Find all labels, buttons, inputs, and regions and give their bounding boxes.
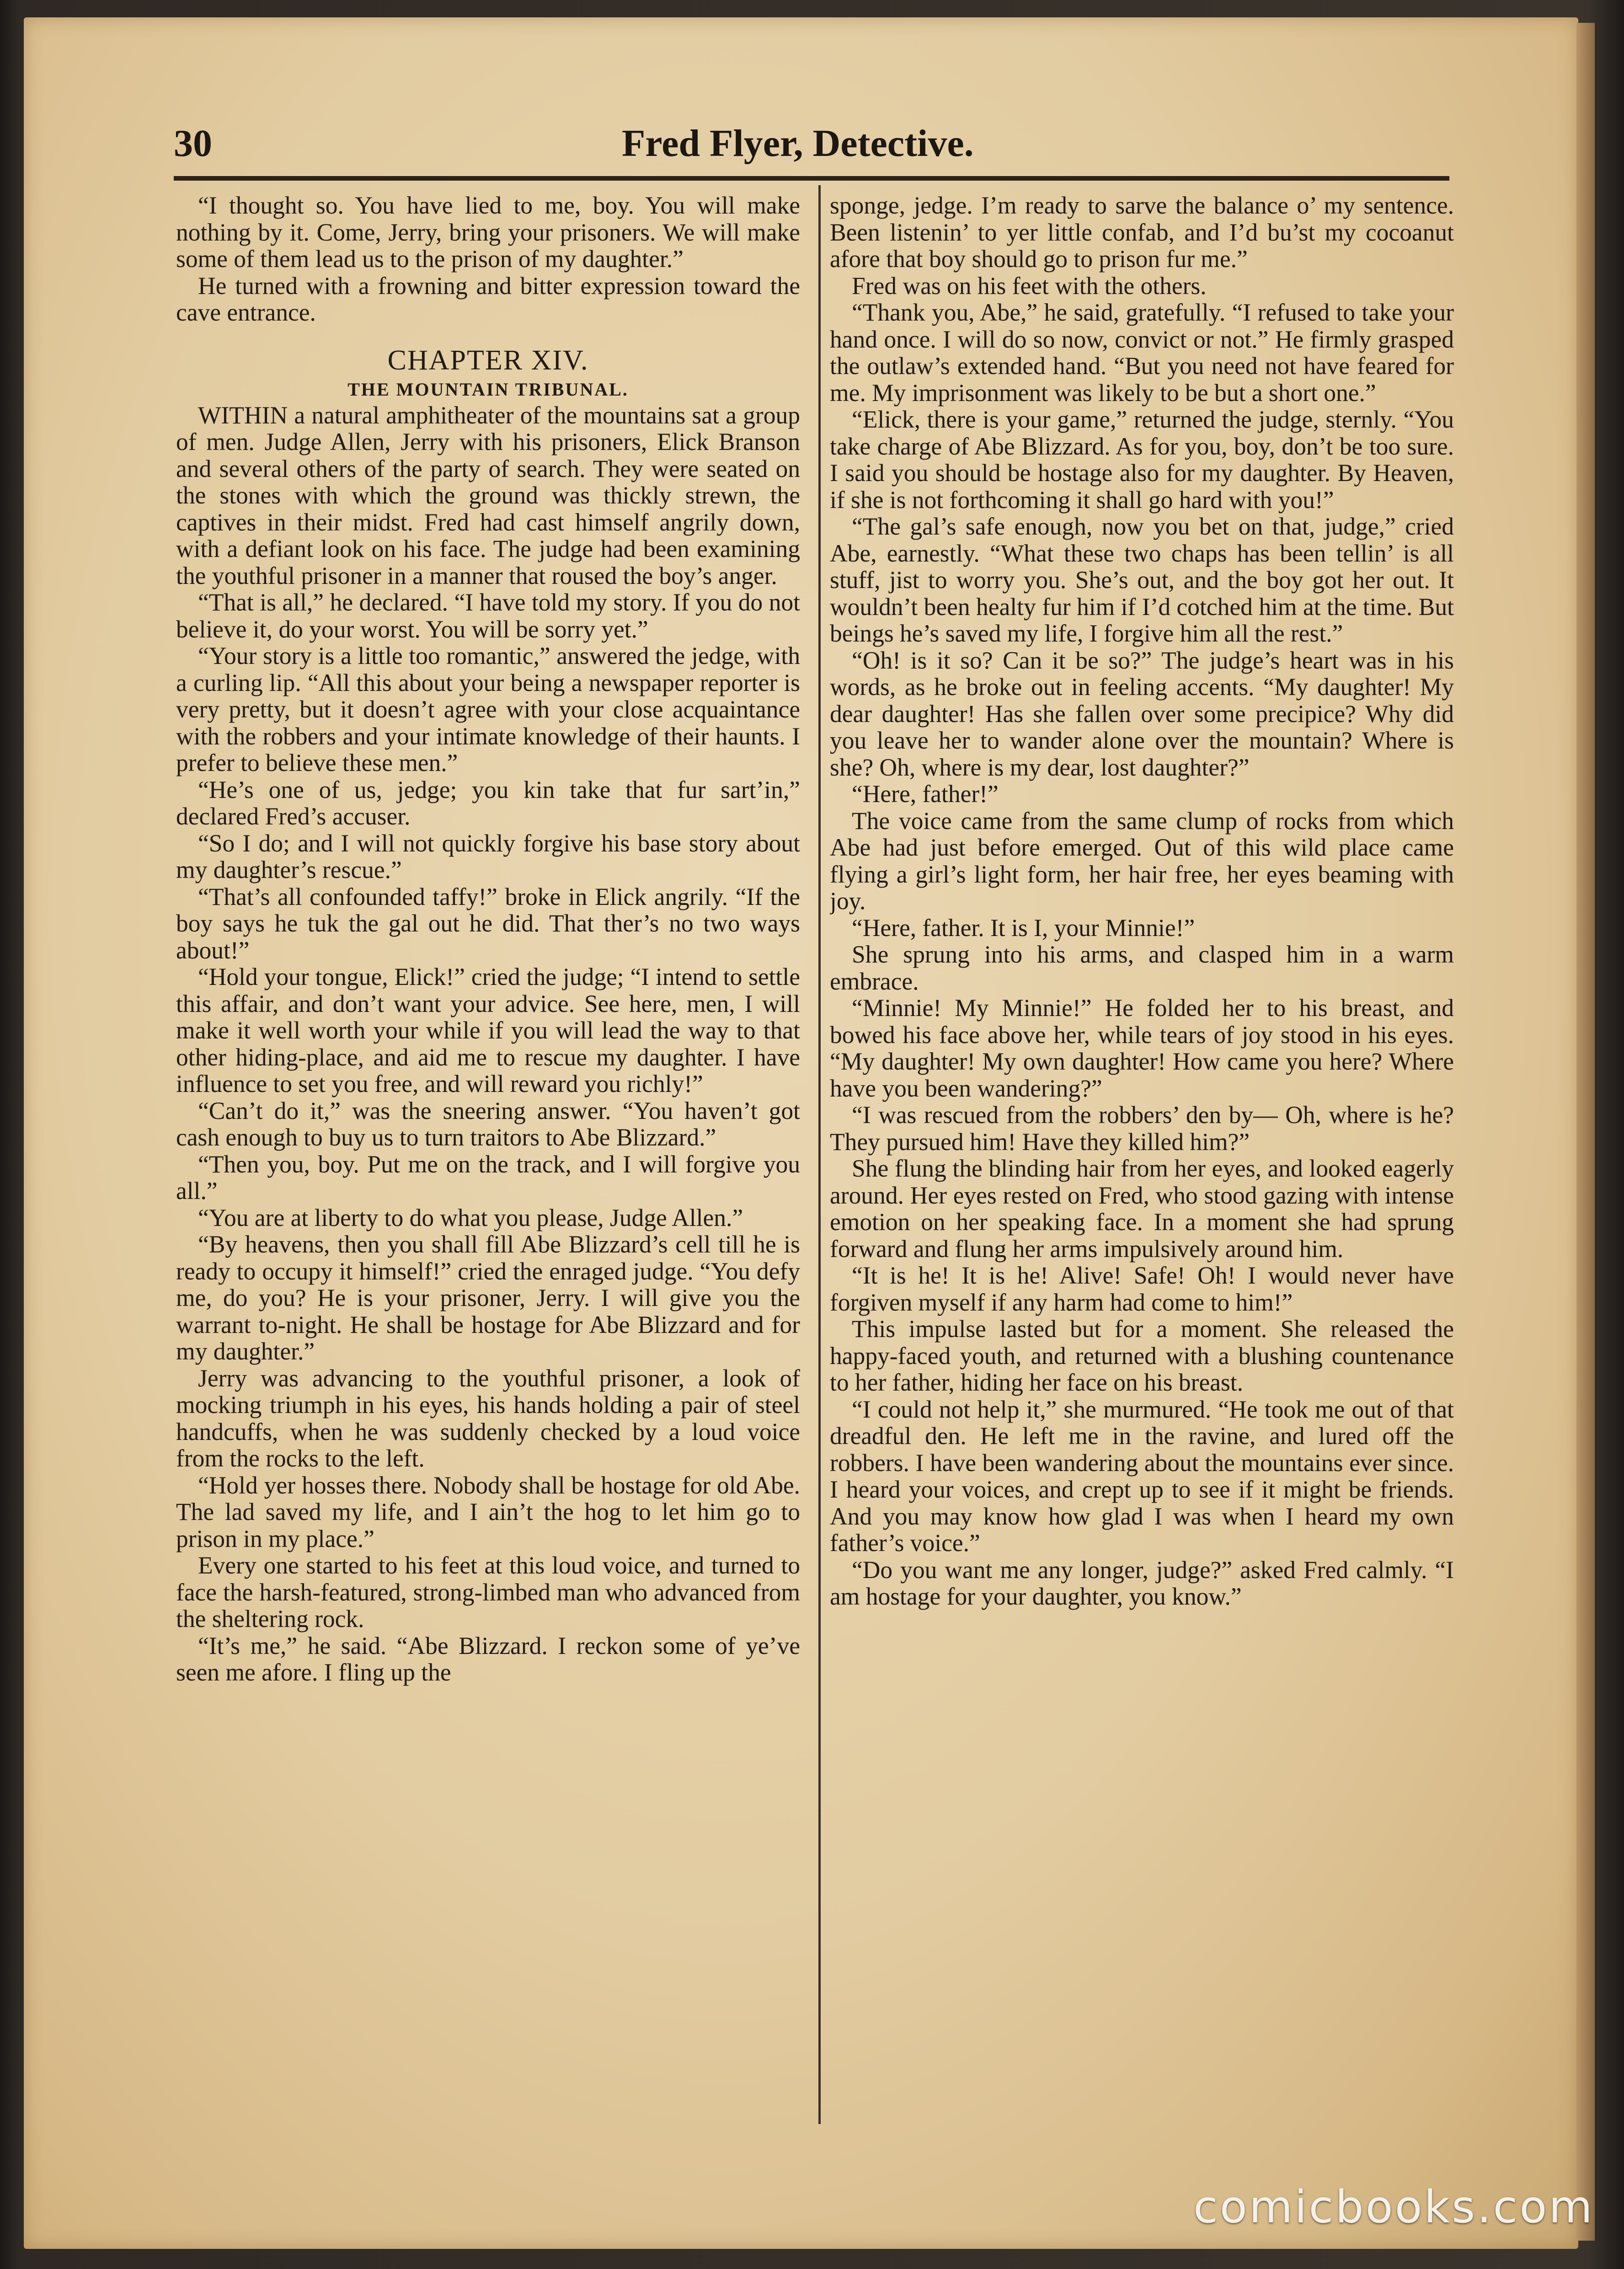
paragraph: “Your story is a little too romantic,” answered the jedge, with a curling lip. “All this about your being a newspaper reporter is very pretty, but it doesn’t agree with your close acquaintance with the robbers and your intimate knowledge of their haunts. I prefer to believe these men.” [176,642,800,776]
paragraph: “By heavens, then you shall fill Abe Blizzard’s cell till he is ready to occupy it himself!” cried the enraged judge. “You defy me, do you? He is your prisoner, Jerry. I will give you the warrant to-night. He shall be hostage for Abe Blizzard and for my daughter.” [176,1231,800,1365]
paragraph: “I could not help it,” she murmured. “He took me out of that dreadful den. He left me in the ravine, and lured off the robbers. I have been wandering about the mountains ever since. I heard your voices, and crept up to see if it might be friends. And you may know how glad I was when I heard my own father’s voice.” [830,1395,1454,1557]
page-number: 30 [174,122,212,165]
paragraph: “Hold yer hosses there. Nobody shall be hostage for old Abe. The lad saved my life, and I ain’t the hog to let him go to prison in my place.” [176,1471,800,1552]
chapter-subtitle: THE MOUNTAIN TRIBUNAL. [347,379,629,400]
right-column [830,192,1454,2126]
header-rule [174,176,1449,181]
paragraph: “I thought so. You have lied to me, boy. You will make nothing by it. Come, Jerry, bring your prisoners. We will make some of them lead us to the prison of my daughter.” [176,192,800,273]
paragraph: “That is all,” he declared. “I have told my story. If you do not believe it, do your worst. You will be sorry yet.” [176,589,800,643]
paragraph: “Oh! is it so? Can it be so?” The judge’s heart was in his words, as he broke out in feeling accents. “My daughter! My dear daughter! Has she fallen over some precipice? Why did you leave her to wander alone over the mountain? Where is she? Oh, where is my dear, lost daughter?” [830,646,1454,781]
paragraph: “Can’t do it,” was the sneering answer. “You haven’t got cash enough to buy us to turn traitors to Abe Blizzard.” [176,1097,800,1151]
paragraph: WITHIN a natural amphitheater of the mountains sat a group of men. Judge Allen, Jerry with his prisoners, Elick Branson and several others of the party of search. They were seated on the stones with which the ground was thickly strewn, the captives in their midst. Fred had cast himself angrily down, with a defiant look on his face. The judge had been examining the youthful prisoner in a manner that roused the boy’s anger. [176,401,800,589]
paragraph: “Thank you, Abe,” he said, gratefully. “I refused to take your hand once. I will do so now, convict or not.” He firmly grasped the outlaw’s extended hand. “But you need not have feared for me. My imprisonment was likely to be but a short one.” [830,299,1454,407]
paragraph: “Elick, there is your game,” returned the judge, sternly. “You take charge of Abe Blizzard. As for you, boy, don’t be too sure. I said you should be hostage also for my daughter. By Heaven, if she is not forthcoming it shall go hard with you!” [830,406,1454,514]
paragraph: “It’s me,” he said. “Abe Blizzard. I reckon some of ye’ve seen me afore. I fling up the [176,1632,800,1686]
page-edge [1576,23,1595,2241]
paragraph: “Do you want me any longer, judge?” asked Fred calmly. “I am hostage for your daughter, you know.” [830,1556,1454,1610]
paragraph: “Then you, boy. Put me on the track, and I will forgive you all.” [176,1150,800,1204]
watermark: comicbooks.com [1193,2181,1594,2233]
paragraph: “You are at liberty to do what you please, Judge Allen.” [198,1204,743,1231]
paragraph: Every one started to his feet at this loud voice, and turned to face the harsh-featured, strong-limbed man who advanced from the sheltering rock. [176,1552,800,1632]
page-header [155,117,1463,167]
paragraph: “The gal’s safe enough, now you bet on that, judge,” cried Abe, earnestly. “What these two chaps has been tellin’ is all stuff, jist to worry you. She’s out, and the boy got her out. It wouldn’t been healty fur him if I’d cotched him at the time. But beings he’s saved my life, I forgive him all the rest.” [830,513,1454,647]
paragraph: He turned with a frowning and bitter expression toward the cave entrance. [176,272,800,326]
paragraph: Fred was on his feet with the others. [852,272,1207,300]
paragraph: “So I do; and I will not quickly forgive his base story about my daughter’s rescue.” [176,829,800,883]
paragraph: “I was rescued from the robbers’ den by— Oh, where is he? They pursued him! Have they killed him?” [830,1101,1454,1156]
running-title: Fred Flyer, Detective. [622,122,974,165]
paragraph: sponge, jedge. I’m ready to sarve the balance o’ my sentence. Been listenin’ to yer little confab, and I’d bu’st my cocoanut afore that boy should go to prison fur me.” [830,192,1454,273]
chapter-heading: CHAPTER XIV. [387,344,589,376]
paragraph: She sprung into his arms, and clasped him in a warm embrace. [830,941,1454,995]
paragraph: “That’s all confounded taffy!” broke in Elick angrily. “If the boy says he tuk the gal out he did. That ther’s no two ways about!” [176,883,800,964]
paragraph: Jerry was advancing to the youthful prisoner, a look of mocking triumph in his eyes, his hands holding a pair of steel handcuffs, when he was suddenly checked by a loud voice from the rocks to the left. [176,1364,800,1472]
column-divider [818,185,821,2124]
paragraph: “It is he! It is he! Alive! Safe! Oh! I would never have forgiven myself if any harm had come to him!” [830,1262,1454,1316]
paragraph: “Minnie! My Minnie!” He folded her to his breast, and bowed his face above her, while tears of joy stood in his eyes. “My daughter! My own daughter! How came you here? Where have you been wandering?” [830,994,1454,1102]
paragraph: This impulse lasted but for a moment. She released the happy-faced youth, and returned with a blushing countenance to her father, hiding her face on his breast. [830,1315,1454,1396]
paragraph: “Hold your tongue, Elick!” cried the judge; “I intend to settle this affair, and don’t want your advice. See here, men, I will make it well worth your while if you will lead the way to that other hiding-place, and aid me to rescue my daughter. I have influence to set you free, and will reward you richly!” [176,963,800,1097]
paragraph: She flung the blinding hair from her eyes, and looked eagerly around. Her eyes rested on Fred, who stood gazing with intense emotion on her speaking face. In a moment she had sprung forward and flung her arms impulsively around him. [830,1155,1454,1263]
paragraph: The voice came from the same clump of rocks from which Abe had just before emerged. Out of this wild place came flying a girl’s light form, her hair free, her eyes beaming with joy. [830,807,1454,915]
paragraph: “Here, father. It is I, your Minnie!” [852,914,1195,942]
paragraph: “Here, father!” [852,780,999,808]
paragraph: “He’s one of us, jedge; you kin take that fur sart’in,” declared Fred’s accuser. [176,776,800,830]
left-column [176,192,800,2126]
